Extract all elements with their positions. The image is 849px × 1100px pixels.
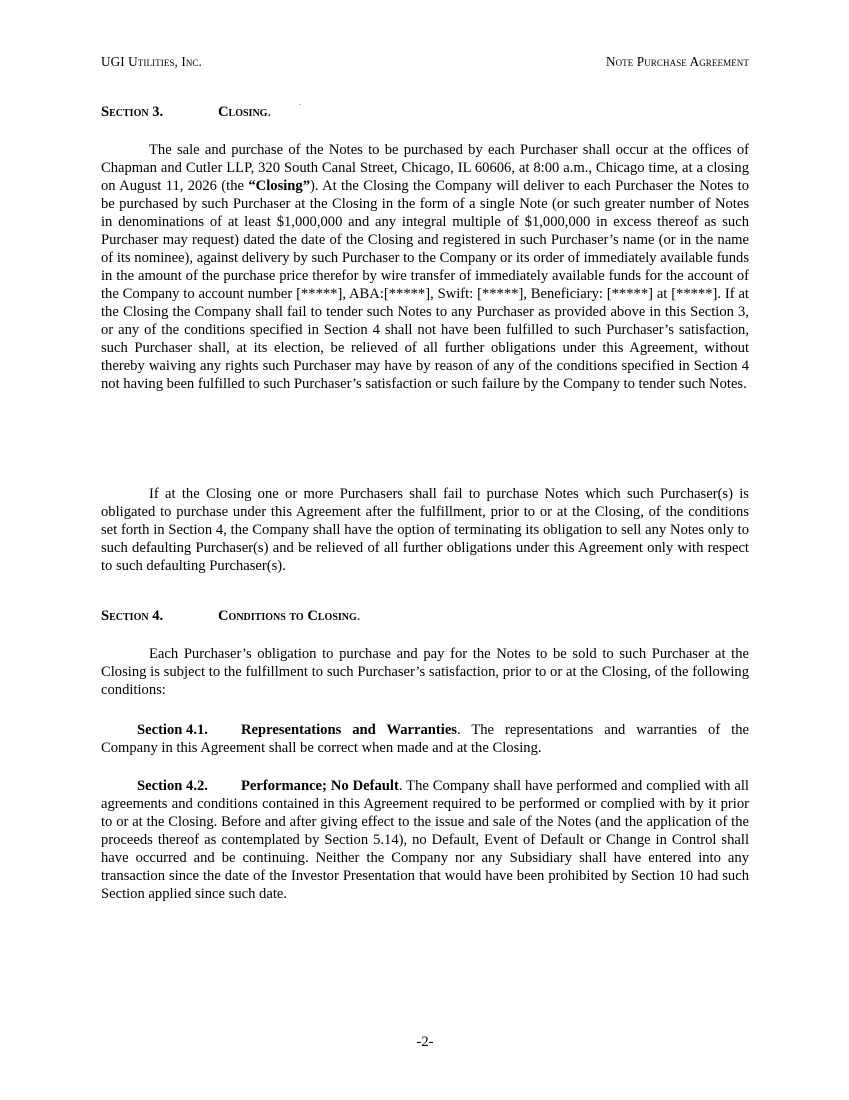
closing-defined-term: “Closing” <box>248 178 311 194</box>
section-4-2-title: Performance; No Default <box>241 778 399 794</box>
section-4-title-punct: . <box>356 608 361 624</box>
stray-mark <box>299 104 301 105</box>
section-4-intro: Each Purchaser’s obligation to purchase and pay for the Notes to be sold to such Purchaser at the Closing is subject to the fulfillment to such Purchaser’s satisfaction, prior to or at the Closing, of the following conditions: <box>101 646 749 698</box>
header-document-title: Note Purchase Agreement <box>605 54 749 69</box>
section-4-1-paragraph <box>101 721 749 757</box>
section-4-2-paragraph <box>101 777 749 903</box>
running-header <box>101 53 749 71</box>
section-3-para1-text-a: The sale and purchase of the Notes to be purchased by each Purchaser shall occur at the offices of Chapman and Cutler LLP, 320 South Canal Street, Chicago, IL 60606, at 8:00 a.m., Chicago time, at a closing on August 11, 2026 (the <box>101 142 749 194</box>
section-4-1-number: Section 4.1. <box>137 722 208 738</box>
section-3-title-punct: . <box>267 104 272 120</box>
section-4-number: Section 4. <box>101 608 164 624</box>
section-3-heading <box>101 103 271 121</box>
section-3-para1-text-b: ). At the Closing the Company will deliver to each Purchaser the Notes to be purchased by such Purchaser at the Closing in the form of a single Note (or such greater number of Notes in denominations of at least $1,000,000 and any integral multiple of $1,000,000 in excess thereof as such Purchaser may request) dated the date of the Closing and registered in such Purchaser’s name (or in the name of its nominee), against delivery by such Purchaser to the Company or its order of immediately available funds in the amount of the purchase price therefor by wire transfer of immediately available funds for the account of the Company to account number [*****], ABA:[*****], Swift: [*****], Beneficiary: [*****] at [*****]. If at the Closing the Company shall fail to tender such Notes to any Purchaser as provided above in this Section 3, or any of the conditions specified in Section 4 shall not have been fulfilled to such Purchaser’s satisfaction, such Purchaser shall, at its election, be relieved of all further obligations under this Agreement, without thereby waiving any rights such Purchaser may have by reason of any of the conditions specified in Section 4 not having been fulfilled to such Purchaser’s satisfaction or such failure by the Company to tender such Notes. <box>101 178 749 392</box>
section-4-title: Conditions to Closing <box>218 608 357 624</box>
section-4-heading <box>101 607 360 625</box>
section-3-paragraph-1 <box>101 141 749 393</box>
section-3-number: Section 3. <box>101 104 164 120</box>
page-number: -2- <box>416 1034 434 1050</box>
section-4-2-number: Section 4.2. <box>137 778 208 794</box>
section-4-2-text: . The Company shall have performed and complied with all agreements and conditions contained in this Agreement required to be performed or complied with by it prior to or at the Closing. Before and after giving effect to the issue and sale of the Notes (and the application of the proceeds thereof as contemplated by Section 5.14), no Default, Event of Default or Change in Control shall have occurred and be continuing. Neither the Company nor any Subsidiary shall have entered into any transaction since the date of the Investor Presentation that would have been prohibited by Section 10 had such Section applied since such date. <box>101 778 749 902</box>
section-3-paragraph-2: If at the Closing one or more Purchasers shall fail to purchase Notes which such Purchaser(s) is obligated to purchase under this Agreement after the fulfillment, prior to or at the Closing, of the conditions set forth in Section 4, the Company shall have the option of terminating its obligation to sell any Notes only to such defaulting Purchaser(s) and be relieved of all further obligations under this Agreement only with respect to such defaulting Purchaser(s). <box>101 486 749 574</box>
section-4-1-title: Representations and Warranties <box>241 722 457 738</box>
section-3-title: Closing <box>218 104 268 120</box>
document-page <box>101 0 749 1100</box>
header-company-name: UGI Utilities, Inc. <box>101 54 202 69</box>
section-4-1-text: . The representations and warranties of the Company in this Agreement shall be correct when made and at the Closing. <box>101 722 749 756</box>
